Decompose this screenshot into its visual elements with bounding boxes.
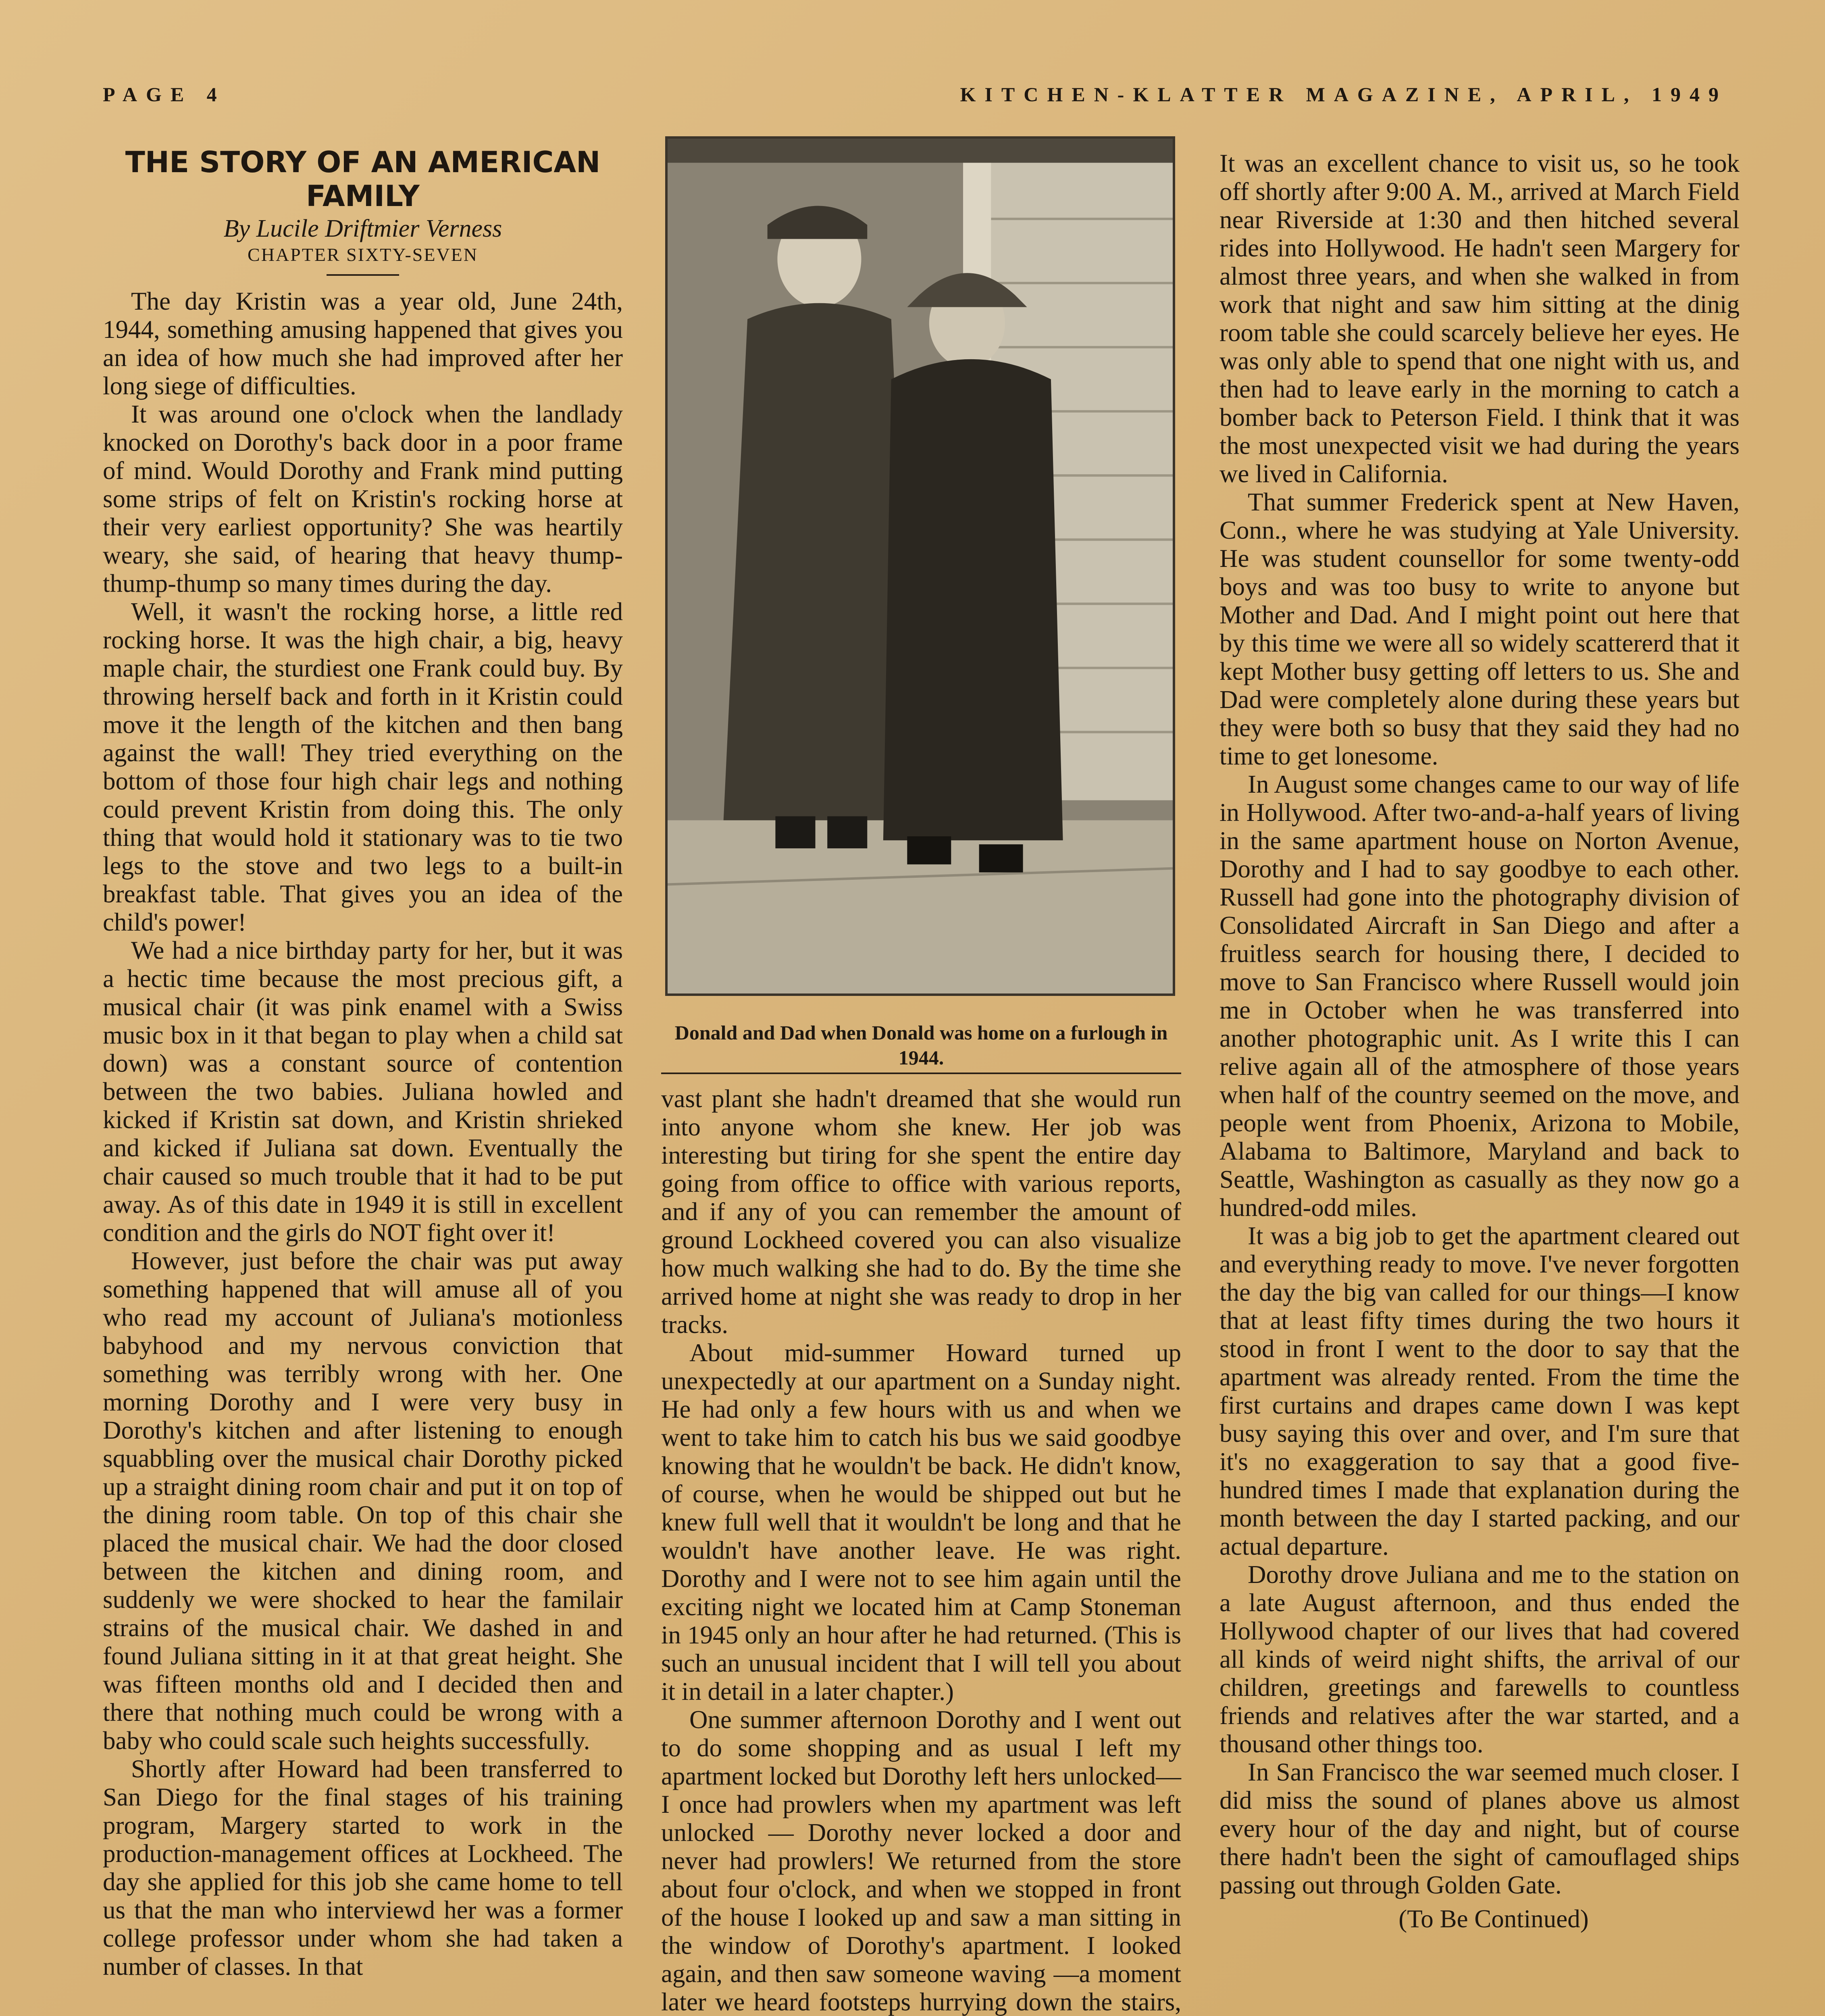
- paragraph: Shortly after Howard had been transferred to San Diego for the final stages of his training program, Margery started to work in the production-management offices at Lockheed. The day she applied for this job she came home to tell us that the man who interviewd her was a former college professor under whom she had taken a number of classes. In that: [103, 1755, 623, 1981]
- photo-illustration: [668, 139, 1173, 993]
- paragraph: Well, it wasn't the rocking horse, a little red rocking horse. It was the high chair, a big, heavy maple chair, the sturdiest one Frank could buy. By throwing herself back and forth in it Kristin could move it the length of the kitchen and then bang against the wall! They tried everything on the bottom of those four high chair legs and nothing could prevent Kristin from doing this. The only thing that would hold it stationary was to tie two legs to the stove and two legs to a built-in breakfast table. That gives you an idea of the child's power!: [103, 598, 623, 936]
- photo-donald-and-dad: [665, 136, 1175, 996]
- article-title: THE STORY OF AN AMERICAN FAMILY: [125, 145, 601, 213]
- paragraph: Dorothy drove Juliana and me to the station on a late August afternoon, and thus ended the Hollywood chapter of our lives that had covered all kinds of weird night shifts, the arrival of our children, greetings and farewells to countless friends and relatives after the war started, and a thousand other things too.: [1219, 1560, 1740, 1758]
- paragraph: It was a big job to get the apartment cleared out and everything ready to move. I've never forgotten the day the big van called for our things—I know that at least fifty times during the two hours it stood in front I went to the door to say that the apartment was already rented. From the time the first curtains and drapes came down I was kept busy saying this over and over, and I'm sure that it's no exaggeration to say that a good five-hundred times I made that explanation during the month between the day I started packing, and our actual departure.: [1219, 1222, 1740, 1560]
- paragraph: We had a nice birthday party for her, but it was a hectic time because the most precious gift, a musical chair (it was pink enamel with a Swiss music box in it that began to play when a child sat down) was a constant source of contention between the two babies. Juliana howled and kicked if Kristin sat down, and Kristin shrieked and kicked if Juliana sat down. Eventually the chair caused so much trouble that it had to be put away. As of this date in 1949 it is still in excellent condition and the girls do NOT fight over it!: [103, 936, 623, 1247]
- photo-caption: Donald and Dad when Donald was home on a furlough in 1944.: [674, 1021, 1168, 1069]
- paragraph: That summer Frederick spent at New Haven, Conn., where he was studying at Yale University. He was student counsellor for some twenty-odd boys and was too busy to write to anyone but Mother and Dad. And I might point out here that by this time we were all so widely scattererd that it kept Mother busy getting off letters to us. She and Dad were completely alone during these years but they were both so busy that they said they had no time to get lonesome.: [1219, 488, 1740, 770]
- chapter-label: CHAPTER SIXTY-SEVEN: [248, 244, 478, 265]
- paragraph: vast plant she hadn't dreamed that she would run into anyone whom she knew. Her job was interesting but tiring for she spent the entire day going from office to office with various reports, and if any of you can remember the amount of ground Lockheed covered you can also visualize how much walking she had to do. By the time she arrived home at night she was ready to drop in her tracks.: [661, 1085, 1181, 1339]
- page-header: [103, 83, 1727, 115]
- to-be-continued: (To Be Continued): [1398, 1905, 1589, 1933]
- paragraph: About mid-summer Howard turned up unexpectedly at our apartment on a Sunday night. He had only a few hours with us and when we went to take him to catch his bus we said goodbye knowing that he wouldn't be back. He didn't know, of course, when he would be shipped out but he knew full well that it wouldn't be long and that he wouldn't have another leave. He was right. Dorothy and I were not to see him again until the exciting night we located him at Camp Stoneman in 1945 only an hour after he had returned. (This is such an unusual incident that I will tell you about it in detail in a later chapter.): [661, 1339, 1181, 1706]
- column-1: [103, 145, 623, 1981]
- article-byline: By Lucile Driftmier Verness: [223, 215, 502, 242]
- caption-divider: [661, 1073, 1181, 1074]
- paragraph: However, just before the chair was put away something happened that will amuse all of you who read my account of Juliana's motionless babyhood and my nervous conviction that something was terribly wrong with her. One morning Dorothy and I were very busy in Dorothy's kitchen and after listening to enough squabbling over the musical chair Dorothy picked up a straight dining room chair and put it on top of the dining room table. On top of this chair she placed the musical chair. We had the door closed between the kitchen and dining room, and suddenly we were shocked to hear the familair strains of the musical chair. We dashed in and found Juliana sitting in it at that great height. She was fifteen months old and I decided then and there that nothing much could be wrong with a baby who could scale such heights successfully.: [103, 1247, 623, 1755]
- page-number: PAGE 4: [103, 83, 226, 106]
- paragraph: The day Kristin was a year old, June 24th, 1944, something amusing happened that gives you an idea of how much she had improved after her long siege of difficulties.: [103, 287, 623, 400]
- paragraph: It was around one o'clock when the landlady knocked on Dorothy's back door in a poor frame of mind. Would Dorothy and Frank mind putting some strips of felt on Kristin's rocking horse at their very earliest opportunity? She was heartily weary, she said, of hearing that heavy thump-thump-thump so many times during the day.: [103, 400, 623, 598]
- column-2: [661, 1085, 1181, 2016]
- magazine-title: KITCHEN-KLATTER MAGAZINE, APRIL, 1949: [960, 83, 1727, 106]
- title-divider: [327, 274, 399, 276]
- column-3: [1219, 149, 1740, 1933]
- paragraph: One summer afternoon Dorothy and I went out to do some shopping and as usual I left my apartment locked but Dorothy left hers unlocked—I once had prowlers when my apartment was left unlocked — Dorothy never locked a door and never had prowlers! We returned from the store about four o'clock, and when we stopped in front of the house I looked up and saw a man sitting in the window of Dorothy's apartment. I looked again, and then saw someone waving —a moment later we heard footsteps hurrying down the stairs,: [661, 1706, 1181, 2016]
- paragraph: In San Francisco the war seemed much closer. I did miss the sound of planes above us almost every hour of the day and night, but of course there hadn't been the sight of camouflaged ships passing out through Golden Gate.: [1219, 1758, 1740, 1899]
- paragraph: In August some changes came to our way of life in Hollywood. After two-and-a-half years of living in the same apartment house on Norton Avenue, Dorothy and I had to say goodbye to each other. Russell had gone into the photography division of Consolidated Aircraft in San Diego and after a fruitless search for housing there, I decided to move to San Francisco where Russell would join me in October when he was transferred into another photographic unit. As I write this I can relive again all of the atmosphere of those years when half of the country seemed on the move, and people went from Phoenix, Arizona to Mobile, Alabama to Baltimore, Maryland and back to Seattle, Washington as casually as they now go a hundred-odd miles.: [1219, 770, 1740, 1222]
- paragraph: It was an excellent chance to visit us, so he took off shortly after 9:00 A. M., arrived at March Field near Riverside at 1:30 and then hitched several rides into Hollywood. He hadn't seen Margery for almost three years, and when she walked in from work that night and saw him sitting at the dinig room table she could scarcely believe her eyes. He was only able to spend that one night with us, and then had to leave early in the morning to catch a bomber back to Peterson Field. I think that it was the most unexpected visit we had during the years we lived in California.: [1219, 149, 1740, 488]
